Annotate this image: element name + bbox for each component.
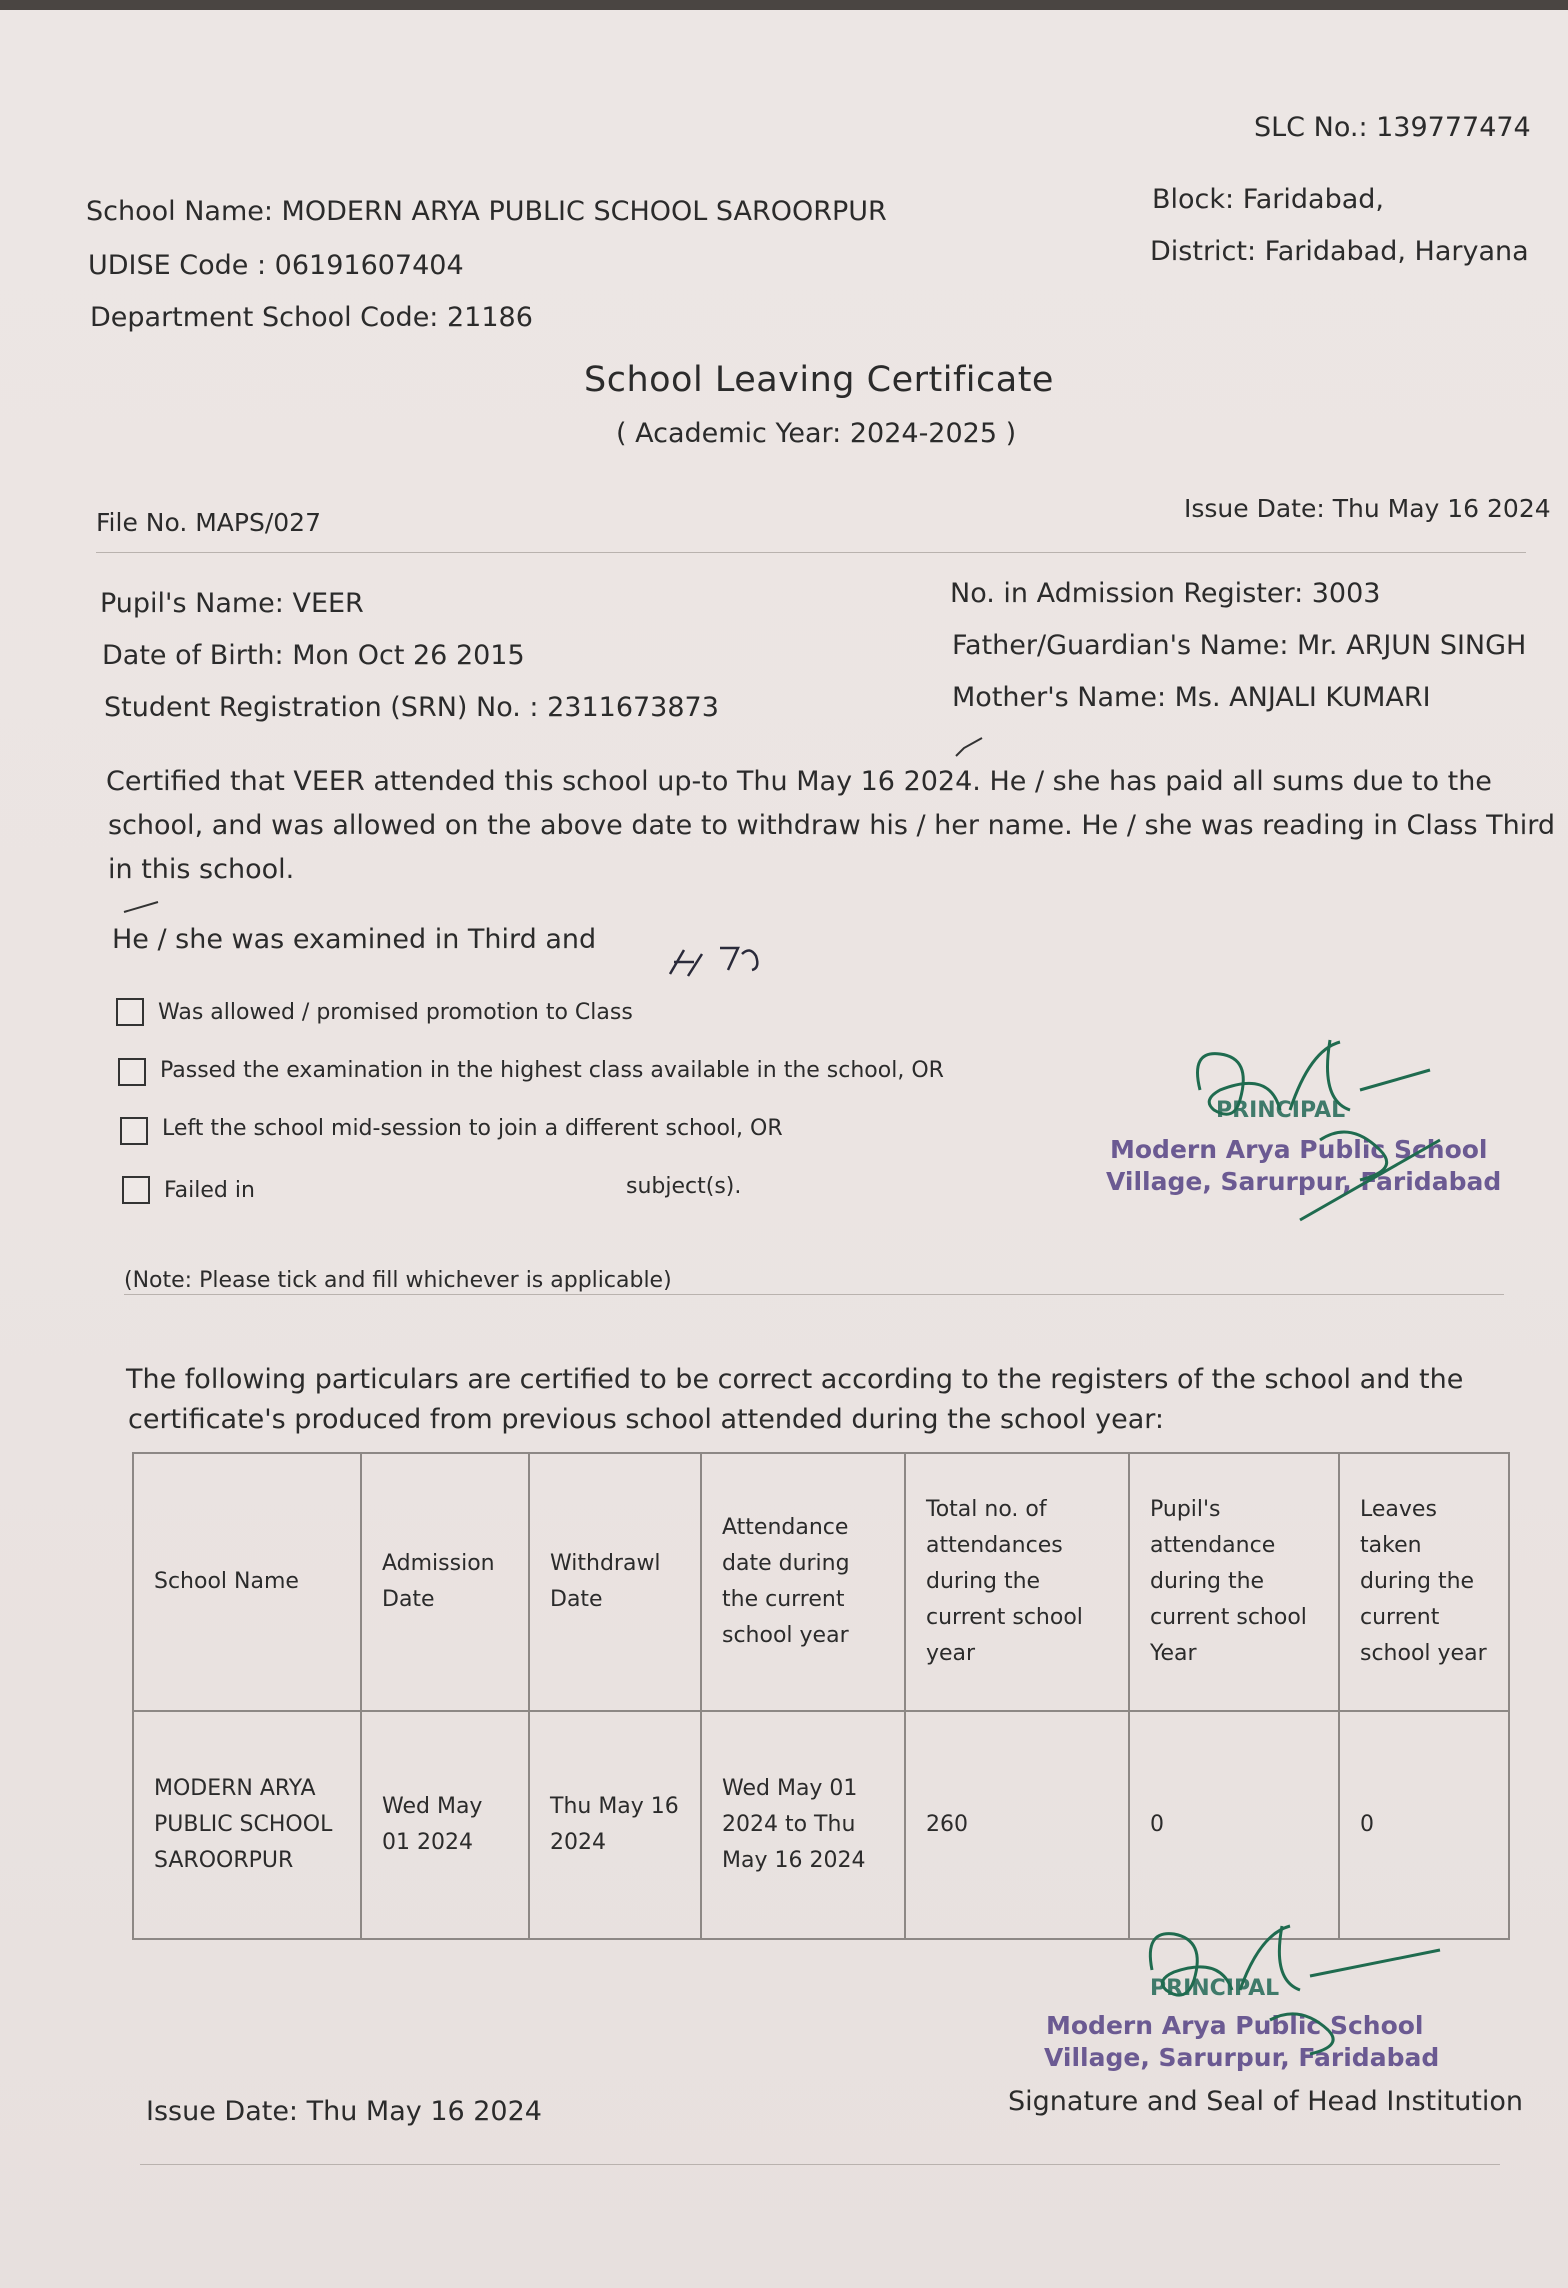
signature-label: Signature and Seal of Head Institution <box>1008 2086 1524 2117</box>
highest-class-label: Passed the examination in the highest class available in the school, OR <box>160 1058 944 1083</box>
table-header-row <box>133 1453 1509 1711</box>
block: Block: Faridabad, <box>1152 184 1384 215</box>
attendance-table <box>132 1452 1510 1940</box>
academic-year: ( Academic Year: 2024-2025 ) <box>616 418 1017 449</box>
table-row <box>133 1711 1509 1939</box>
cell-school-name: MODERN ARYA PUBLIC SCHOOL SAROORPUR <box>133 1711 361 1939</box>
cell-total-attendances: 260 <box>905 1711 1129 1939</box>
stamp-school-name: Modern Arya Public School <box>1110 1135 1488 1164</box>
mid-session-checkbox[interactable] <box>120 1117 148 1145</box>
mid-session-label: Left the school mid-session to join a different school, OR <box>162 1116 783 1141</box>
udise-code: UDISE Code : 06191607404 <box>88 250 464 281</box>
note-divider <box>124 1294 1504 1295</box>
examined-text: He / she was examined in Third and <box>112 924 597 955</box>
highest-class-checkbox[interactable] <box>118 1058 146 1086</box>
handwritten-class-note <box>664 940 774 986</box>
srn-number: Student Registration (SRN) No. : 2311673873 <box>104 692 719 723</box>
issue-date-bottom: Issue Date: Thu May 16 2024 <box>146 2096 542 2127</box>
header-attendance-date: Attendance date during the current school year <box>701 1453 905 1711</box>
department-code: Department School Code: 21186 <box>90 302 533 333</box>
header-school-name: School Name <box>133 1453 361 1711</box>
certification-line-3: in this school. <box>108 854 295 885</box>
scan-edge <box>0 0 1568 10</box>
promotion-checkbox[interactable] <box>116 998 144 1026</box>
certificate-title: School Leaving Certificate <box>584 360 1054 400</box>
pupil-name: Pupil's Name: VEER <box>100 588 364 619</box>
particulars-line-2: certificate's produced from previous school attended during the school year: <box>128 1404 1164 1435</box>
header-leaves-taken: Leaves taken during the current school year <box>1339 1453 1509 1711</box>
header-admission-date: Admission Date <box>361 1453 529 1711</box>
principal-signature-1 <box>1180 1030 1480 1230</box>
stamp-2-address: Village, Sarurpur, Faridabad <box>1044 2043 1440 2072</box>
certification-line-1: Certified that VEER attended this school up-to Thu May 16 2024. He / she has paid all sums due to the <box>106 766 1492 797</box>
promotion-label: Was allowed / promised promotion to Class <box>158 1000 633 1025</box>
stamp-principal-tag: PRINCIPAL <box>1216 1098 1346 1123</box>
cell-leaves-taken: 0 <box>1339 1711 1509 1939</box>
particulars-line-1: The following particulars are certified to be correct according to the registers of the school and the <box>126 1364 1464 1395</box>
file-number: File No. MAPS/027 <box>96 508 321 537</box>
dash-mark <box>122 900 162 916</box>
mother-name: Mother's Name: Ms. ANJALI KUMARI <box>952 682 1431 713</box>
school-name: School Name: MODERN ARYA PUBLIC SCHOOL SAROORPUR <box>86 196 887 227</box>
principal-signature-2 <box>1140 1920 1460 2080</box>
cell-pupil-attendance: 0 <box>1129 1711 1339 1939</box>
date-of-birth: Date of Birth: Mon Oct 26 2015 <box>102 640 525 671</box>
failed-label: Failed in <box>164 1178 255 1203</box>
failed-checkbox[interactable] <box>122 1176 150 1204</box>
header-pupil-attendance: Pupil's attendance during the current school Year <box>1129 1453 1339 1711</box>
divider <box>96 552 1526 553</box>
stamp-address: Village, Sarurpur, Faridabad <box>1106 1167 1502 1196</box>
header-total-attendances: Total no. of attendances during the current school year <box>905 1453 1129 1711</box>
footer-divider <box>140 2164 1500 2165</box>
father-name: Father/Guardian's Name: Mr. ARJUN SINGH <box>952 630 1527 661</box>
header-withdrawl-date: Withdrawl Date <box>529 1453 701 1711</box>
certification-line-2: school, and was allowed on the above date to withdraw his / her name. He / she was reading in Class Third <box>108 810 1555 841</box>
slc-number: SLC No.: 139777474 <box>1254 112 1531 143</box>
district: District: Faridabad, Haryana <box>1150 236 1529 267</box>
cell-attendance-date: Wed May 01 2024 to Thu May 16 2024 <box>701 1711 905 1939</box>
cell-withdrawl-date: Thu May 16 2024 <box>529 1711 701 1939</box>
admission-register-no: No. in Admission Register: 3003 <box>950 578 1381 609</box>
stamp-2-principal-tag: PRINCIPAL <box>1150 1976 1280 2001</box>
subjects-label: subject(s). <box>626 1174 742 1199</box>
cell-admission-date: Wed May 01 2024 <box>361 1711 529 1939</box>
stamp-2-school-name: Modern Arya Public School <box>1046 2011 1424 2040</box>
issue-date-top: Issue Date: Thu May 16 2024 <box>1184 494 1551 523</box>
note: (Note: Please tick and fill whichever is applicable) <box>124 1268 672 1293</box>
tick-mark <box>954 736 984 762</box>
